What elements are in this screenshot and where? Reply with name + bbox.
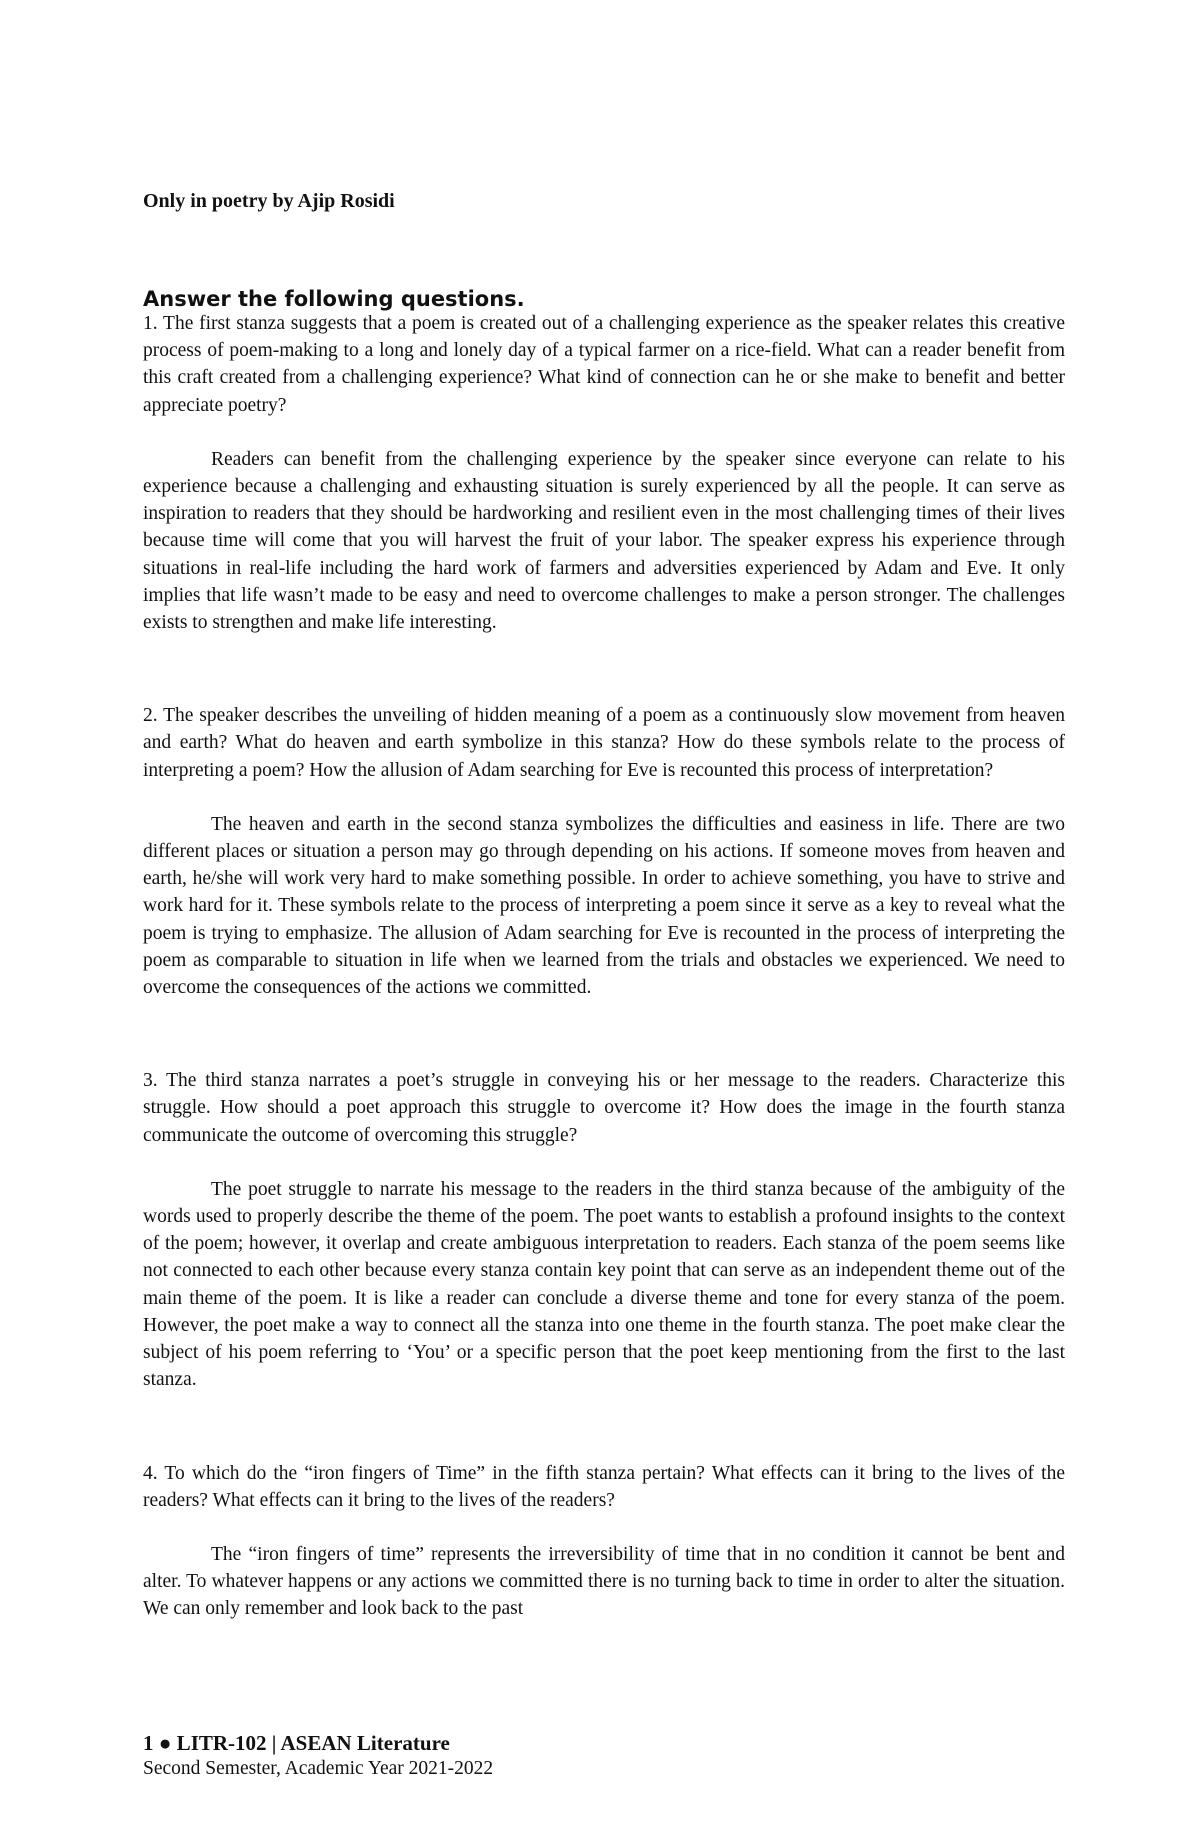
instructions-heading: Answer the following questions. [143, 287, 525, 311]
question-3: 3. The third stanza narrates a poet’s struggle in conveying his or her message to the readers. Characterize this struggle. How should a poet approach this struggle to overcome it? How does the image in the fourth stanza communicate the outcome of overcoming this struggle? [143, 1070, 1065, 1146]
question-4: 4. To which do the “iron fingers of Time” in the fifth stanza pertain? What effects can it bring to the lives of the readers? What effects can it bring to the lives of the readers? [143, 1462, 1065, 1511]
answer-1: Readers can benefit from the challenging experience by the speaker since everyone can relate to his experience because a challenging and exhausting situation is surely experienced by all the people. It can serve as inspiration to readers that they should be hardworking and resilient even in the most challenging times of their lives because time will come that you will harvest the fruit of your labor. The speaker express his experience through situations in real-life including the hard work of farmers and adversities experienced by Adam and Eve. It only implies that life wasn’t made to be easy and need to overcome challenges to make a person stronger. The challenges exists to strengthen and make life interesting. [143, 448, 1065, 634]
document-body [143, 284, 1065, 1623]
answer-4: The “iron fingers of time” represents the irreversibility of time that in no condition it cannot be bent and alter. To whatever happens or any actions we committed there is no turning back to time in order to alter the situation. We can only remember and look back to the past [143, 1543, 1065, 1620]
question-2: 2. The speaker describes the unveiling of hidden meaning of a poem as a continuously slow movement from heaven and earth? What do heaven and earth symbolize in this stanza? How do these symbols relate to the process of interpreting a poem? How the allusion of Adam searching for Eve is recounted this process of interpretation? [143, 705, 1065, 781]
answer-3: The poet struggle to narrate his message to the readers in the third stanza because of the ambiguity of the words used to properly describe the theme of the poem. The poet wants to establish a profound insights to the context of the poem; however, it overlap and create ambiguous interpretation to readers. Each stanza of the poem seems like not connected to each other because every stanza contain key point that can serve as an independent theme out of the main theme of the poem. It is like a reader can conclude a diverse theme and tone for every stanza of the poem. However, the poet make a way to connect all the stanza into one theme in the fourth stanza. The poet make clear the subject of his poem referring to ‘You’ or a specific person that the poet keep mentioning from the first to the last stanza. [143, 1178, 1065, 1391]
question-1: 1. The first stanza suggests that a poem is created out of a challenging experience as the speaker relates this creative process of poem-making to a long and lonely day of a typical farmer on a rice-field. What can a reader benefit from this craft created from a challenging experience? What kind of connection can he or she make to benefit and better appreciate poetry? [143, 313, 1065, 416]
page-footer [143, 1730, 493, 1782]
footer-semester: Second Semester, Academic Year 2021-2022 [143, 1758, 494, 1779]
footer-course: 1 ● LITR-102 | ASEAN Literature [143, 1731, 450, 1755]
answer-2: The heaven and earth in the second stanza symbolizes the difficulties and easiness in life. There are two different places or situation a person may go through depending on his actions. If someone moves from heaven and earth, he/she will work very hard to make something possible. In order to achieve something, you have to strive and work hard for it. These symbols relate to the process of interpreting a poem since it serve as a key to reveal what the poem is trying to emphasize. The allusion of Adam searching for Eve is recounted in the process of interpreting the poem as comparable to situation in life when we learned from the trials and obstacles we experienced. We need to overcome the consequences of the actions we committed. [143, 813, 1065, 999]
document-title: Only in poetry by Ajip Rosidi [143, 190, 395, 212]
